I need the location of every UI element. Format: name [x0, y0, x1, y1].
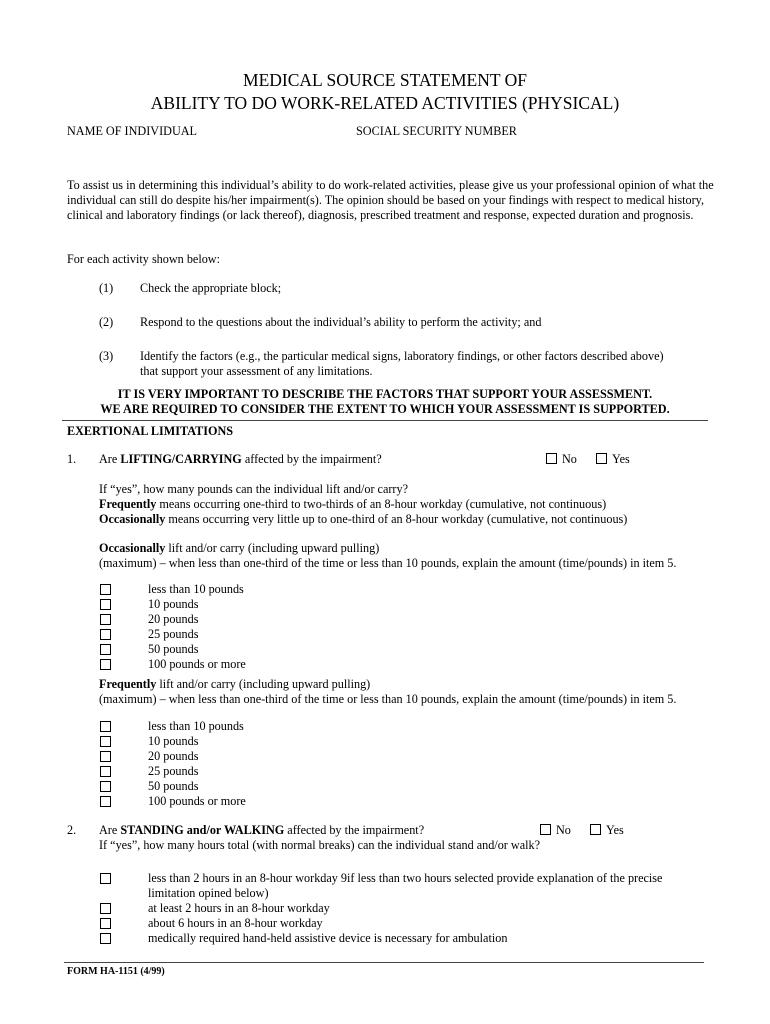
occasional-lift-checkbox[interactable]: [100, 644, 111, 655]
frequent-lift-checkbox[interactable]: [100, 721, 111, 732]
stand-walk-option: medically required hand-held assistive device is necessary for ambulation: [148, 931, 508, 945]
stand-walk-checkbox[interactable]: [100, 903, 111, 914]
step-text: Identify the factors (e.g., the particular medical signs, laboratory findings, or other factors described above): [140, 349, 664, 363]
q2-yes-label: Yes: [606, 823, 624, 837]
for-each-label: For each activity shown below:: [67, 252, 220, 266]
occasional-lift-option: 10 pounds: [148, 597, 199, 611]
frequent-lift-option: 100 pounds or more: [148, 794, 246, 808]
stand-walk-option: about 6 hours in an 8-hour workday: [148, 916, 323, 930]
frequent-lift-option: 20 pounds: [148, 749, 199, 763]
q1-no-label: No: [562, 452, 577, 466]
occasionally-definition: Occasionally means occurring very little up to one-third of an 8-hour workday (cumulative, not continuous): [99, 512, 628, 526]
occasional-lift-option: 20 pounds: [148, 612, 199, 626]
stand-walk-checkbox[interactable]: [100, 933, 111, 944]
question-number: 1.: [67, 452, 77, 466]
form-title-line1: MEDICAL SOURCE STATEMENT OF: [243, 70, 527, 90]
step-text-continued: that support your assessment of any limitations.: [140, 364, 373, 378]
form-title-line2: ABILITY TO DO WORK-RELATED ACTIVITIES (PHYSICAL): [150, 93, 620, 113]
important-notice-line1: IT IS VERY IMPORTANT TO DESCRIBE THE FACTORS THAT SUPPORT YOUR ASSESSMENT.: [117, 387, 653, 401]
frequent-lift-option: 25 pounds: [148, 764, 199, 778]
q1-yes-label: Yes: [612, 452, 630, 466]
occasional-lift-checkbox[interactable]: [100, 584, 111, 595]
frequent-lift-option: 10 pounds: [148, 734, 199, 748]
stand-walk-checkbox[interactable]: [100, 918, 111, 929]
stand-walk-option-continued: limitation opined below): [148, 886, 269, 900]
q2-question: Are STANDING and/or WALKING affected by the impairment?: [99, 823, 425, 837]
occasional-lift-option: 100 pounds or more: [148, 657, 246, 671]
q1-yes-checkbox[interactable]: [596, 453, 607, 464]
occasional-lift-checkbox[interactable]: [100, 629, 111, 640]
occasional-lift-checkbox[interactable]: [100, 614, 111, 625]
occasional-lift-option: 25 pounds: [148, 627, 199, 641]
frequently-heading: Frequently lift and/or carry (including upward pulling): [99, 677, 371, 691]
frequently-definition: Frequently means occurring one-third to two-thirds of an 8-hour workday (cumulative, not continuous): [99, 497, 607, 511]
step-number: (3): [99, 349, 114, 363]
step-number: (1): [99, 281, 114, 295]
q1-no-checkbox[interactable]: [546, 453, 557, 464]
frequent-lift-checkbox[interactable]: [100, 766, 111, 777]
form-id: FORM HA-1151 (4/99): [67, 966, 165, 977]
footer-divider: [64, 962, 704, 963]
occasionally-subtext: (maximum) – when less than one-third of the time or less than 10 pounds, explain the amount (time/pounds) in item 5.: [99, 556, 677, 570]
stand-walk-option: less than 2 hours in an 8-hour workday 9if less than two hours selected provide explanation of the precise: [148, 871, 663, 885]
occasionally-heading: Occasionally lift and/or carry (including upward pulling): [99, 541, 380, 555]
frequent-lift-option: less than 10 pounds: [148, 719, 244, 733]
frequent-lift-checkbox[interactable]: [100, 751, 111, 762]
occasional-lift-option: less than 10 pounds: [148, 582, 244, 596]
q1-if-yes: If “yes”, how many pounds can the individual lift and/or carry?: [99, 482, 408, 496]
occasional-lift-checkbox[interactable]: [100, 659, 111, 670]
section-divider: [62, 420, 708, 421]
question-number: 2.: [67, 823, 77, 837]
step-number: (2): [99, 315, 114, 329]
q1-question: Are LIFTING/CARRYING affected by the impairment?: [99, 452, 382, 466]
ssn-label: SOCIAL SECURITY NUMBER: [356, 124, 517, 138]
important-notice-line2: WE ARE REQUIRED TO CONSIDER THE EXTENT TO WHICH YOUR ASSESSMENT IS SUPPORTED.: [100, 402, 670, 416]
frequent-lift-option: 50 pounds: [148, 779, 199, 793]
stand-walk-option: at least 2 hours in an 8-hour workday: [148, 901, 330, 915]
frequent-lift-checkbox[interactable]: [100, 781, 111, 792]
occasional-lift-option: 50 pounds: [148, 642, 199, 656]
q2-if-yes: If “yes”, how many hours total (with normal breaks) can the individual stand and/or walk?: [99, 838, 540, 852]
stand-walk-checkbox[interactable]: [100, 873, 111, 884]
frequently-subtext: (maximum) – when less than one-third of the time or less than 10 pounds, explain the amount (time/pounds) in item 5.: [99, 692, 677, 706]
step-text: Respond to the questions about the individual’s ability to perform the activity; and: [140, 315, 542, 329]
frequent-lift-checkbox[interactable]: [100, 736, 111, 747]
q2-no-label: No: [556, 823, 571, 837]
exertional-limitations-heading: EXERTIONAL LIMITATIONS: [67, 424, 234, 438]
q2-no-checkbox[interactable]: [540, 824, 551, 835]
step-text: Check the appropriate block;: [140, 281, 282, 295]
q2-yes-checkbox[interactable]: [590, 824, 601, 835]
name-of-individual-label: NAME OF INDIVIDUAL: [67, 124, 197, 138]
frequent-lift-checkbox[interactable]: [100, 796, 111, 807]
intro-paragraph: To assist us in determining this individual’s ability to do work-related activities, please give us your professional opinion of what the individual can still do despite his/her impairment(s). The opinion should be based on your findings with respect to medical history, clinical and laboratory findings (or lack thereof), diagnosis, prescribed treatment and response, expected duration and prognosis.: [67, 178, 714, 222]
occasional-lift-checkbox[interactable]: [100, 599, 111, 610]
